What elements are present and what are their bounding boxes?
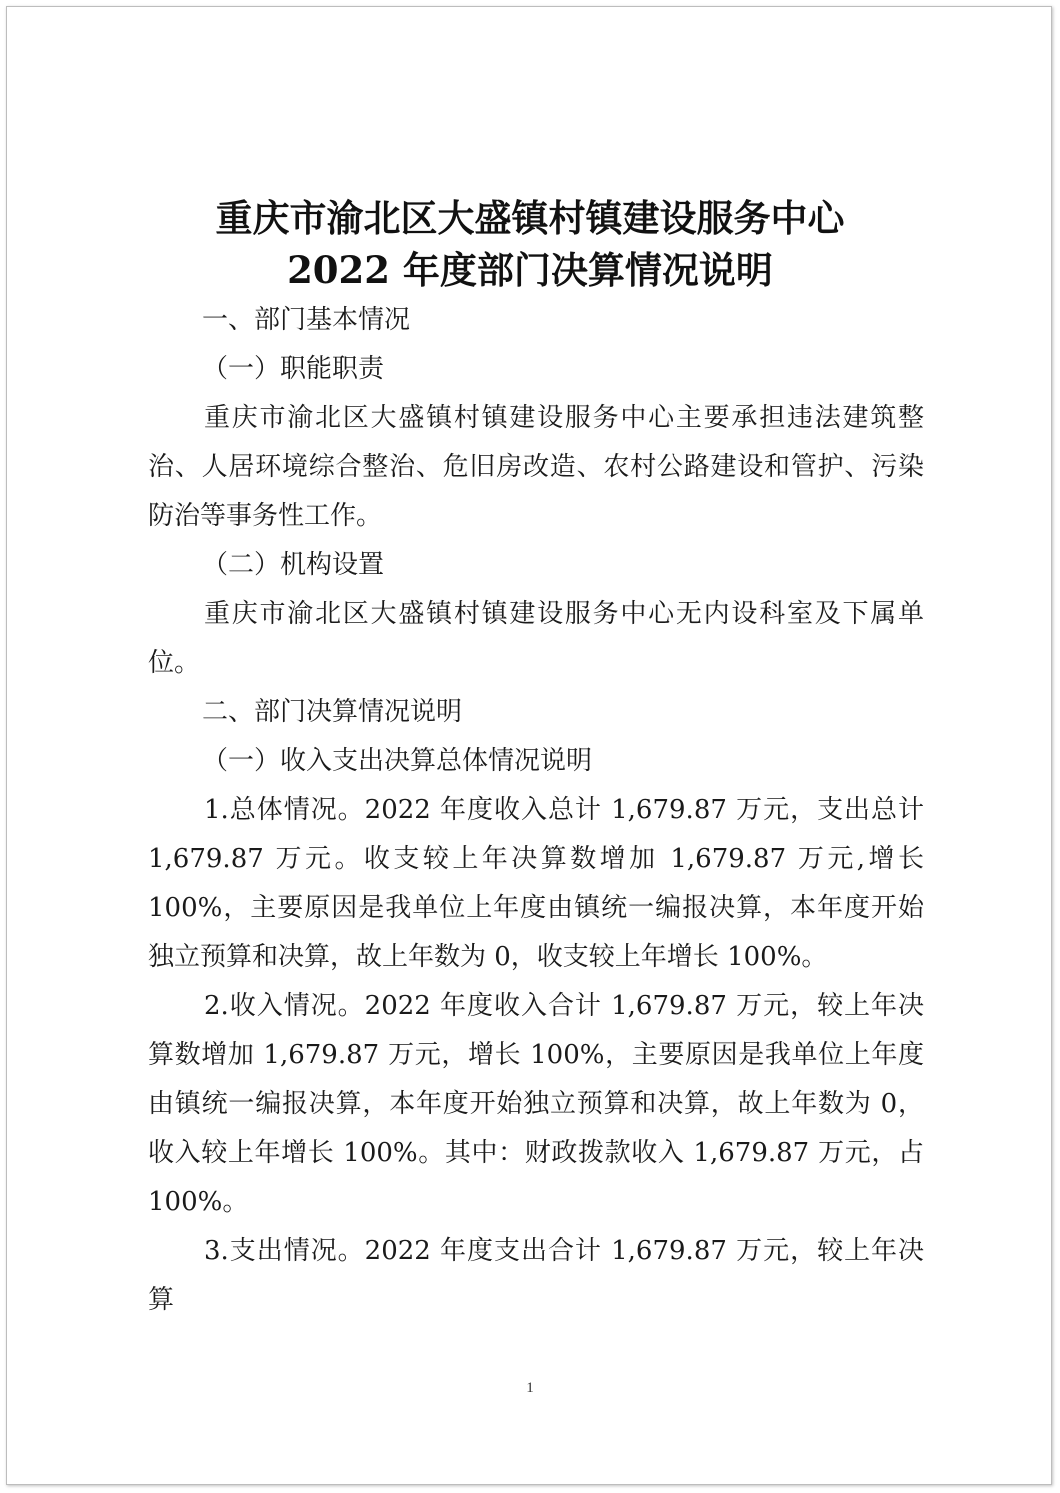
title-line-1: 重庆市渝北区大盛镇村镇建设服务中心 <box>215 196 845 240</box>
subsection-heading: （一）职能职责 <box>202 354 385 384</box>
body-paragraph: 1.总体情况。2022 年度收入总计 1,679.87 万元，支出总计 1,679.87 万元。收支较上年决算数增加 1,679.87 万元,增长 100%，主要原因是我单位上年度由镇统一编报决算，本年度开始独立预算和决算，故上年数为 0，收支较上年增长 100%。 <box>148 795 924 972</box>
body-paragraph: 重庆市渝北区大盛镇村镇建设服务中心无内设科室及下属单位。 <box>148 599 924 678</box>
section-heading: 二、部门决算情况说明 <box>202 697 463 727</box>
body-paragraph: 重庆市渝北区大盛镇村镇建设服务中心主要承担违法建筑整治、人居环境综合整治、危旧房改造、农村公路建设和管护、污染防治等事务性工作。 <box>148 403 924 531</box>
title-line-2: 2022 年度部门决算情况说明 <box>287 248 773 292</box>
subsection-heading: （一）收入支出决算总体情况说明 <box>202 746 593 776</box>
document-body <box>148 296 924 1325</box>
body-paragraph: 3.支出情况。2022 年度支出合计 1,679.87 万元，较上年决算 <box>148 1236 924 1315</box>
section-heading: 一、部门基本情况 <box>202 305 411 335</box>
subsection-heading: （二）机构设置 <box>202 550 385 580</box>
body-paragraph: 2.收入情况。2022 年度收入合计 1,679.87 万元，较上年决算数增加 1,679.87 万元，增长 100%，主要原因是我单位上年度由镇统一编报决算，本年度开始独立预算和决算，故上年数为 0，收入较上年增长 100%。其中：财政拨款收入 1,679.87 万元，占 100%。 <box>148 991 924 1217</box>
page-number: 1 <box>526 1380 534 1396</box>
document-title <box>0 192 1060 296</box>
